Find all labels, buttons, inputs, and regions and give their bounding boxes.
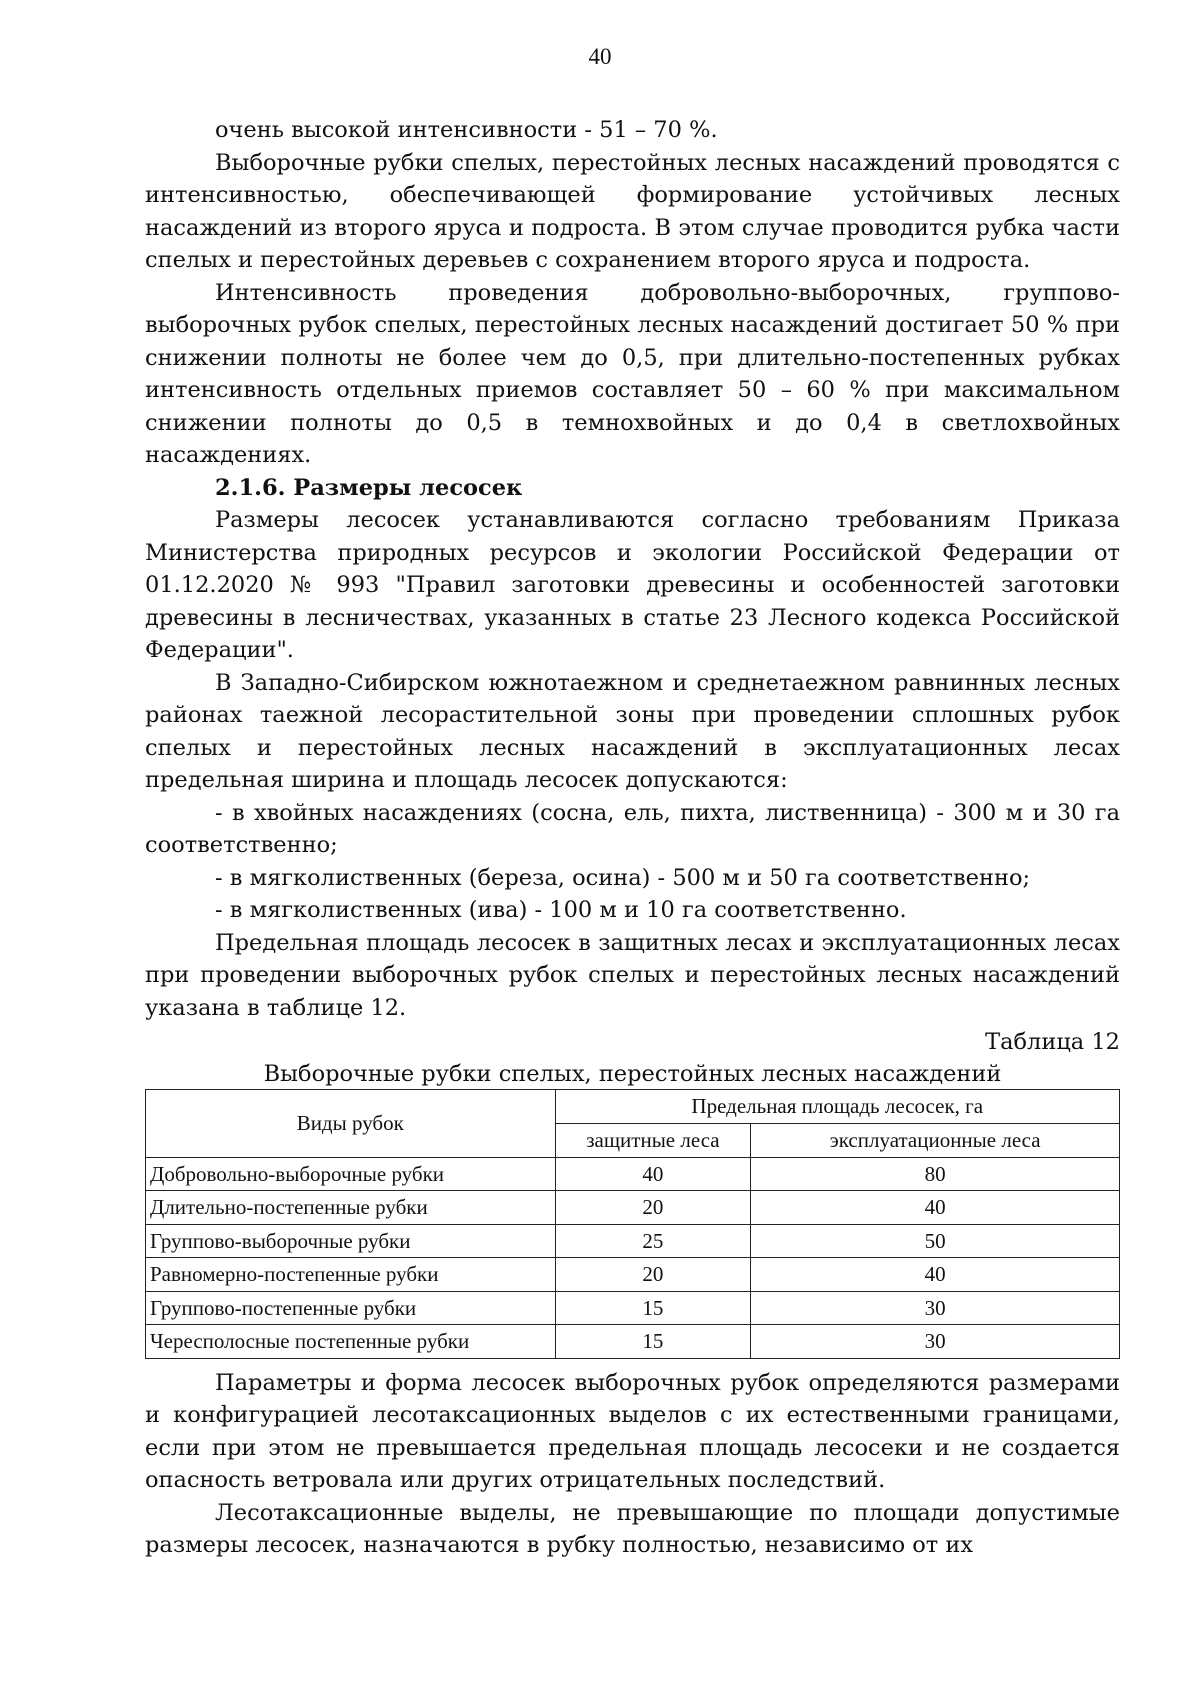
cutting-area-table	[145, 1089, 1120, 1359]
paragraph: Размеры лесосек устанавливаются согласно требованиям Приказа Министерства природных ресурсов и экологии Российской Федерации от 01.12.2020 № 993 "Правил заготовки древесины и особенностей заготовки древесины в лесничествах, указанных в статье 23 Лесного кодекса Российской Федерации".	[145, 507, 1120, 663]
paragraph: Параметры и форма лесосек выборочных рубок определяются размерами и конфигурацией лесотаксационных выделов с их естественными границами, если при этом не превышается предельная площадь лесосеки и не создается опасность ветровала или других отрицательных последствий.	[145, 1369, 1120, 1493]
document-body	[145, 114, 1120, 1562]
cell-operational: 40	[751, 1258, 1120, 1292]
table-caption: Таблица 12	[985, 1029, 1120, 1055]
cell-type: Группово-постепенные рубки	[146, 1291, 556, 1325]
list-item: - в мягколиственных (береза, осина) - 500 м и 50 га соответственно;	[215, 864, 1031, 891]
paragraph: Интенсивность проведения добровольно-выборочных, группово-выборочных рубок спелых, перестойных лесных насаждений достигает 50 % при снижении полноты не более чем до 0,5, при длительно-постепенных рубках интенсивность отдельных приемов составляет 50 – 60 % при максимальном снижении полноты до 0,5 в темнохвойных и до 0,4 в светлохвойных насаждениях.	[145, 279, 1120, 468]
table-row	[146, 1191, 1120, 1225]
table-row	[146, 1157, 1120, 1191]
cell-type: Длительно-постепенные рубки	[146, 1191, 556, 1225]
list-item: - в хвойных насаждениях (сосна, ель, пихта, лиственница) - 300 м и 30 га соответственно;	[145, 799, 1120, 858]
cell-type: Чересполосные постепенные рубки	[146, 1325, 556, 1359]
paragraph: Предельная площадь лесосек в защитных лесах и эксплуатационных лесах при проведении выборочных рубок спелых и перестойных лесных насаждений указана в таблице 12.	[145, 929, 1120, 1021]
cell-operational: 80	[751, 1157, 1120, 1191]
cell-type: Добровольно-выборочные рубки	[146, 1157, 556, 1191]
table-row	[146, 1258, 1120, 1292]
table-row	[146, 1291, 1120, 1325]
header-operational-forests: эксплуатационные леса	[751, 1123, 1120, 1157]
table-row	[146, 1224, 1120, 1258]
cell-operational: 50	[751, 1224, 1120, 1258]
paragraph: Выборочные рубки спелых, перестойных лесных насаждений проводятся с интенсивностью, обеспечивающей формирование устойчивых лесных насаждений из второго яруса и подроста. В этом случае проводится рубка части спелых и перестойных деревьев с сохранением второго яруса и подроста.	[145, 149, 1120, 273]
cell-protective: 40	[555, 1157, 751, 1191]
table-title: Выборочные рубки спелых, перестойных лесных насаждений	[263, 1060, 1002, 1087]
page-number: 40	[588, 44, 612, 69]
paragraph: очень высокой интенсивности - 51 – 70 %.	[215, 117, 718, 143]
paragraph: Лесотаксационные выделы, не превышающие по площади допустимые размеры лесосек, назначаются в рубку полностью, независимо от их	[145, 1499, 1120, 1558]
cell-protective: 20	[555, 1191, 751, 1225]
cell-protective: 15	[555, 1325, 751, 1359]
cell-operational: 30	[751, 1325, 1120, 1359]
header-protective-forests: защитные леса	[555, 1123, 751, 1157]
header-max-area: Предельная площадь лесосек, га	[555, 1089, 1119, 1123]
cell-protective: 20	[555, 1258, 751, 1292]
cell-operational: 30	[751, 1291, 1120, 1325]
list-item: - в мягколиственных (ива) - 100 м и 10 га соответственно.	[215, 897, 907, 923]
cell-type: Группово-выборочные рубки	[146, 1224, 556, 1258]
paragraph: В Западно-Сибирском южнотаежном и среднетаежном равнинных лесных районах таежной лесорастительной зоны при проведении сплошных рубок спелых и перестойных лесных насаждений в эксплуатационных лесах предельная ширина и площадь лесосек допускаются:	[145, 669, 1120, 793]
table-row	[146, 1325, 1120, 1359]
cell-operational: 40	[751, 1191, 1120, 1225]
header-cutting-type: Виды рубок	[146, 1089, 556, 1157]
cell-type: Равномерно-постепенные рубки	[146, 1258, 556, 1292]
cell-protective: 15	[555, 1291, 751, 1325]
section-heading: 2.1.6. Размеры лесосек	[215, 474, 523, 501]
cell-protective: 25	[555, 1224, 751, 1258]
